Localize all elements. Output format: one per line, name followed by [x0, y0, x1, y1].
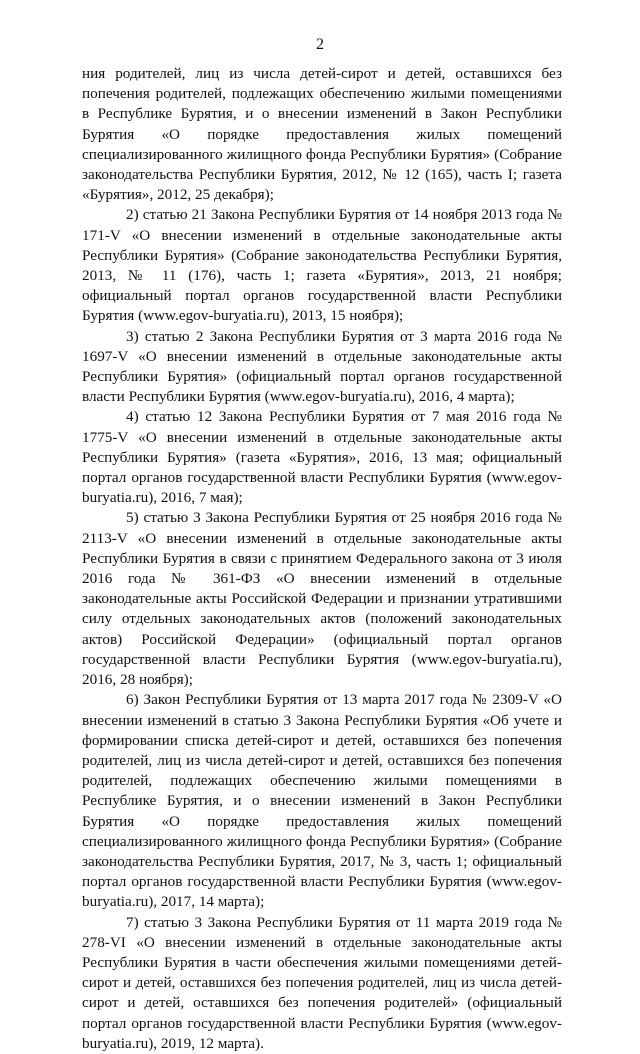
- page-number: 2: [316, 36, 324, 53]
- paragraph-continuation: ния родителей, лиц из числа детей-сирот и детей, оставшихся без попечения родителей, подлежащих обеспечению жилыми помещениями в Республике Бурятия, и о внесении изменений в Закон Республики Бурятия «О порядке предоставления жилых помещений специализированного жилищного фонда Республики Бурятия» (Собрание законодательства Республики Бурятия, 2012, № 12 (165), часть I; газета «Бурятия», 2012, 25 декабря);: [82, 65, 562, 204]
- paragraph-item-6: 6) Закон Республики Бурятия от 13 марта 2017 года № 2309-V «О внесении изменений в статью 3 Закона Республики Бурятия «Об учете и формировании списка детей-сирот и детей, оставшихся без попечения родителей, лиц из числа детей-сирот и детей, оставшихся без попечения родителей, подлежащих обеспечению жилыми помещениями в Республике Бурятия, и о внесении изменений в Закон Республики Бурятия «О порядке предоставления жилых помещений специализированного жилищного фонда Республики Бурятия» (Собрание законодательства Республики Бурятия, 2017, № 3, часть 1; официальный портал органов государственной власти Республики Бурятия (www.egov-buryatia.ru), 2017, 14 марта);: [82, 691, 562, 911]
- paragraph-item-3: 3) статью 2 Закона Республики Бурятия от 3 марта 2016 года № 1697-V «О внесении изменений в отдельные законодательные акты Республики Бурятия» (официальный портал органов государственной власти Республики Бурятия (www.egov-buryatia.ru), 2016, 4 марта);: [82, 327, 562, 406]
- paragraph-item-2: 2) статью 21 Закона Республики Бурятия от 14 ноября 2013 года № 171-V «О внесении изменений в отдельные законодательные акты Республики Бурятия» (Собрание законодательства Республики Бурятия, 2013, № 11 (176), часть 1; газета «Бурятия», 2013, 21 ноября; официальный портал органов государственной власти Республики Бурятия (www.egov-buryatia.ru), 2013, 15 ноября);: [82, 206, 562, 325]
- paragraph-item-4: 4) статью 12 Закона Республики Бурятия от 7 мая 2016 года № 1775-V «О внесении изменений в отдельные законодательные акты Республики Бурятия» (газета «Бурятия», 2016, 13 мая; официальный портал органов государственной власти Республики Бурятия (www.egov-buryatia.ru), 2016, 7 мая);: [82, 408, 562, 507]
- document-body: [82, 64, 562, 1054]
- paragraph-item-5: 5) статью 3 Закона Республики Бурятия от 25 ноября 2016 года № 2113-V «О внесении изменений в отдельные законодательные акты Республики Бурятия в связи с принятием Федерального закона от 3 июля 2016 года № 361-ФЗ «О внесении изменений в отдельные законодательные акты Российской Федерации и признании утратившими силу отдельных законодательных актов (положений законодательных актов) Российской Федерации» (официальный портал органов государственной власти Республики Бурятия (www.egov-buryatia.ru), 2016, 28 ноября);: [82, 509, 562, 689]
- paragraph-item-7: 7) статью 3 Закона Республики Бурятия от 11 марта 2019 года № 278-VI «О внесении изменений в отдельные законодательные акты Республики Бурятия в части обеспечения жилыми помещениями детей-сирот и детей, оставшихся без попечения родителей, лиц из числа детей-сирот и детей, оставшихся без попечения родителей» (официальный портал органов государственной власти Республики Бурятия (www.egov-buryatia.ru), 2019, 12 марта).: [82, 913, 562, 1052]
